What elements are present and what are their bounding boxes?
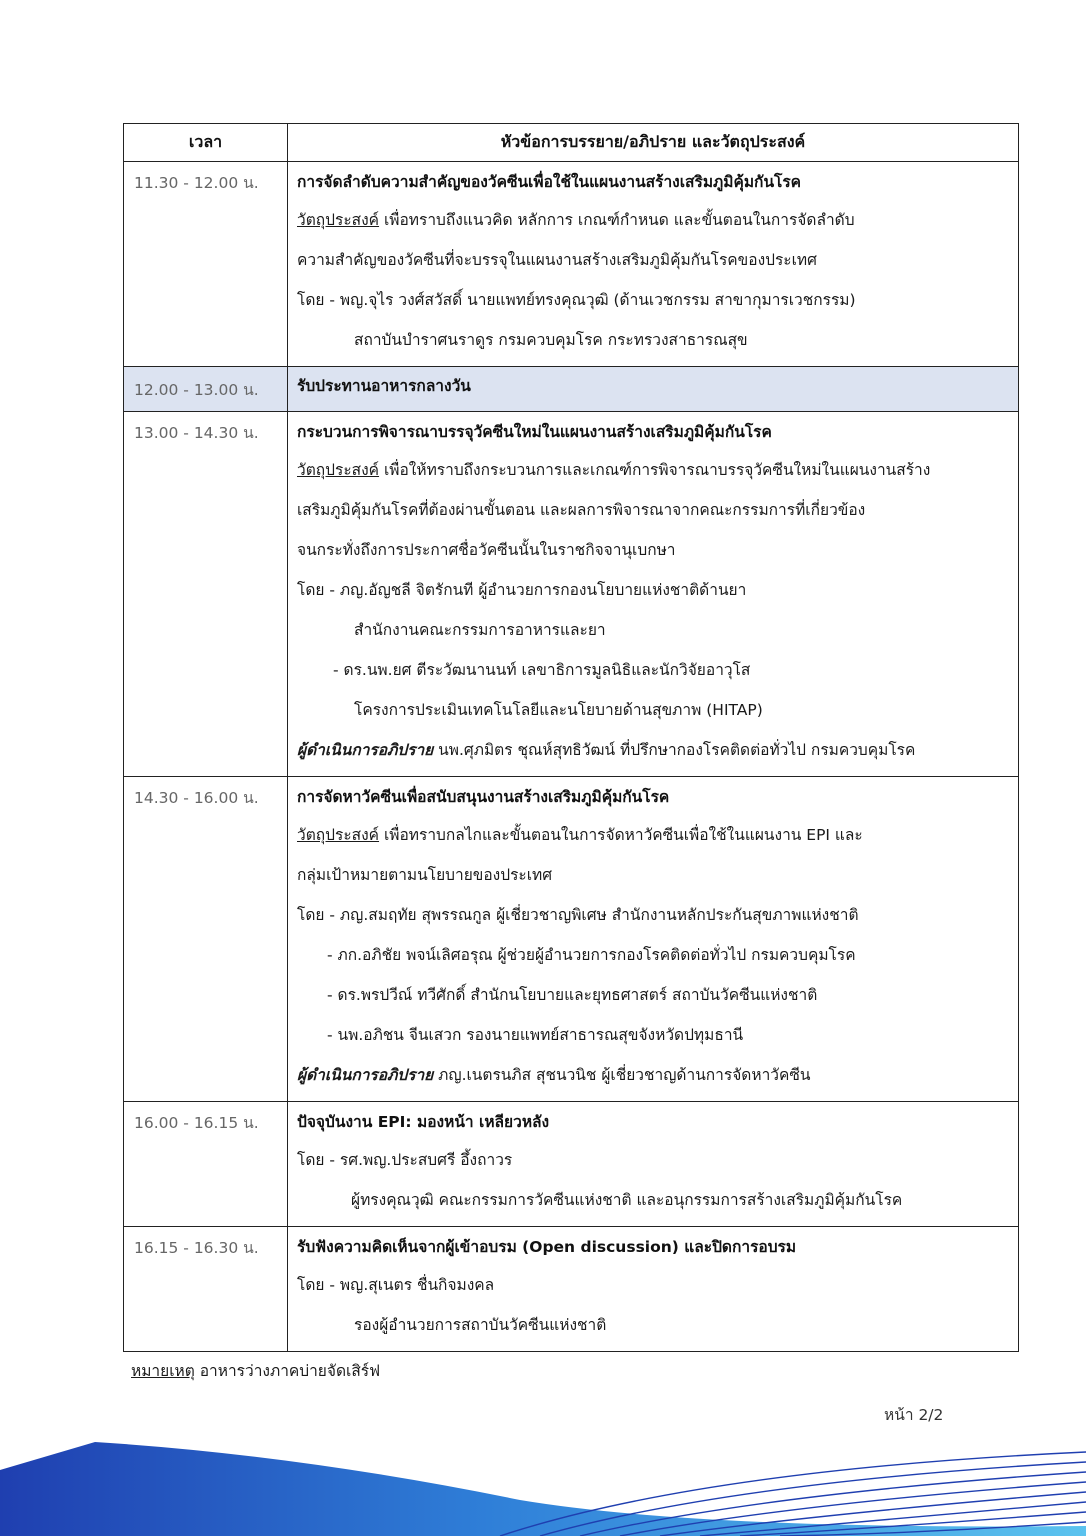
session-time: 13.00 - 14.30 น.: [124, 412, 288, 777]
session-objective: [297, 200, 1012, 240]
speaker-line: - ดร.พรปวีณ์ ทวีศักดิ์ สำนักนโยบายและยุทธศาสตร์ สถาบันวัคซีนแห่งชาติ: [327, 986, 818, 1004]
objective-label: วัตถุประสงค์: [297, 826, 380, 844]
objective-label: วัตถุประสงค์: [297, 461, 380, 479]
moderator-line: [297, 1055, 1012, 1095]
moderator-text: นพ.ศุภมิตร ชุณห์สุทธิวัฒน์ ที่ปรึกษากองโรคติดต่อทั่วไป กรมควบคุมโรค: [433, 741, 916, 759]
schedule-table: [123, 123, 1019, 1352]
session-title: การจัดลำดับความสำคัญของวัคซีนเพื่อใช้ในแผนงานสร้างเสริมภูมิคุ้มกันโรค: [297, 173, 802, 191]
footer-wave-decoration: [0, 1430, 1086, 1536]
session-title: รับฟังความคิดเห็นจากผู้เข้าอบรม (Open discussion) และปิดการอบรม: [297, 1238, 797, 1256]
speaker-affiliation: สำนักงานคณะกรรมการอาหารและยา: [354, 621, 606, 639]
table-row-lunch: [124, 367, 1019, 412]
session-title: การจัดหาวัคซีนเพื่อสนับสนุนงานสร้างเสริมภูมิคุ้มกันโรค: [297, 788, 670, 806]
moderator-label: ผู้ดำเนินการอภิปราย: [297, 741, 434, 759]
session-time: 14.30 - 16.00 น.: [124, 777, 288, 1102]
speaker-line: โดย - รศ.พญ.ประสบศรี อึ้งถาวร: [297, 1151, 513, 1169]
objective-text: เพื่อให้ทราบถึงกระบวนการและเกณฑ์การพิจารณาบรรจุวัคซีนใหม่ในแผนงานสร้าง: [379, 461, 931, 479]
page-number: หน้า 2/2: [884, 1406, 944, 1424]
table-header-row: [124, 124, 1019, 162]
table-row: [124, 1227, 1019, 1352]
table-row: [124, 777, 1019, 1102]
session-content: [288, 1102, 1019, 1227]
speaker-affiliation: ผู้ทรงคุณวุฒิ คณะกรรมการวัคซีนแห่งชาติ และอนุกรรมการสร้างเสริมภูมิคุ้มกันโรค: [351, 1191, 903, 1209]
session-content: [288, 412, 1019, 777]
session-time: 16.15 - 16.30 น.: [124, 1227, 288, 1352]
speaker-affiliation: สถาบันบำราศนราดูร กรมควบคุมโรค กระทรวงสาธารณสุข: [354, 331, 748, 349]
moderator-text: ภญ.เนตรนภิส สุชนวนิช ผู้เชี่ยวชาญด้านการจัดหาวัคซีน: [433, 1066, 811, 1084]
speaker-line: โดย - พญ.สุเนตร ชื่นกิจมงคล: [297, 1276, 495, 1294]
session-title: รับประทานอาหารกลางวัน: [297, 377, 471, 395]
moderator-line: [297, 730, 1012, 770]
objective-text: เพื่อทราบถึงแนวคิด หลักการ เกณฑ์กำหนด และขั้นตอนในการจัดลำดับ: [379, 211, 855, 229]
session-time: 12.00 - 13.00 น.: [124, 367, 288, 412]
objective-text: ความสำคัญของวัคซีนที่จะบรรจุในแผนงานสร้างเสริมภูมิคุ้มกันโรคของประเทศ: [297, 251, 817, 269]
table-row: [124, 162, 1019, 367]
session-content: [288, 162, 1019, 367]
footnote-text: อาหารว่างภาคบ่ายจัดเสิร์ฟ: [194, 1362, 381, 1380]
header-topic: หัวข้อการบรรยาย/อภิปราย และวัตถุประสงค์: [288, 124, 1019, 162]
objective-text: จนกระทั่งถึงการประกาศชื่อวัคซีนนั้นในราชกิจจานุเบกษา: [297, 541, 676, 559]
session-content: [288, 367, 1019, 412]
session-title: กระบวนการพิจารณาบรรจุวัคซีนใหม่ในแผนงานสร้างเสริมภูมิคุ้มกันโรค: [297, 423, 772, 441]
table-row: [124, 1102, 1019, 1227]
session-content: [288, 1227, 1019, 1352]
table-row: [124, 412, 1019, 777]
session-objective: [297, 450, 1012, 490]
speaker-line: โดย - ภญ.สมฤทัย สุพรรณกูล ผู้เชี่ยวชาญพิเศษ สำนักงานหลักประกันสุขภาพแห่งชาติ: [297, 906, 859, 924]
speaker-line: - ภก.อภิชัย พจน์เลิศอรุณ ผู้ช่วยผู้อำนวยการกองโรคติดต่อทั่วไป กรมควบคุมโรค: [327, 946, 856, 964]
moderator-label: ผู้ดำเนินการอภิปราย: [297, 1066, 434, 1084]
speaker-line: - ดร.นพ.ยศ ตีระวัฒนานนท์ เลขาธิการมูลนิธิและนักวิจัยอาวุโส: [333, 661, 751, 679]
header-time: เวลา: [124, 124, 288, 162]
session-objective: [297, 815, 1012, 855]
session-title: ปัจจุบันงาน EPI: มองหน้า เหลียวหลัง: [297, 1113, 550, 1131]
objective-text: กลุ่มเป้าหมายตามนโยบายของประเทศ: [297, 866, 553, 884]
objective-text: เพื่อทราบกลไกและขั้นตอนในการจัดหาวัคซีนเพื่อใช้ในแผนงาน EPI และ: [379, 826, 863, 844]
objective-text: เสริมภูมิคุ้มกันโรคที่ต้องผ่านขั้นตอน และผลการพิจารณาจากคณะกรรมการที่เกี่ยวข้อง: [297, 501, 866, 519]
speaker-line: โดย - พญ.จุไร วงศ์สวัสดิ์ นายแพทย์ทรงคุณวุฒิ (ด้านเวชกรรม สาขากุมารเวชกรรม): [297, 291, 856, 309]
footnote-label: หมายเหตุ: [131, 1362, 195, 1380]
speaker-line: โดย - ภญ.อัญชลี จิตรักนที ผู้อำนวยการกองนโยบายแห่งชาติด้านยา: [297, 581, 747, 599]
speaker-affiliation: โครงการประเมินเทคโนโลยีและนโยบายด้านสุขภาพ (HITAP): [354, 701, 763, 719]
session-time: 16.00 - 16.15 น.: [124, 1102, 288, 1227]
session-time: 11.30 - 12.00 น.: [124, 162, 288, 367]
speaker-affiliation: รองผู้อำนวยการสถาบันวัคซีนแห่งชาติ: [354, 1316, 607, 1334]
session-content: [288, 777, 1019, 1102]
speaker-line: - นพ.อภิชน จีนเสวก รองนายแพทย์สาธารณสุขจังหวัดปทุมธานี: [327, 1026, 744, 1044]
objective-label: วัตถุประสงค์: [297, 211, 380, 229]
footnote: [131, 1358, 380, 1383]
